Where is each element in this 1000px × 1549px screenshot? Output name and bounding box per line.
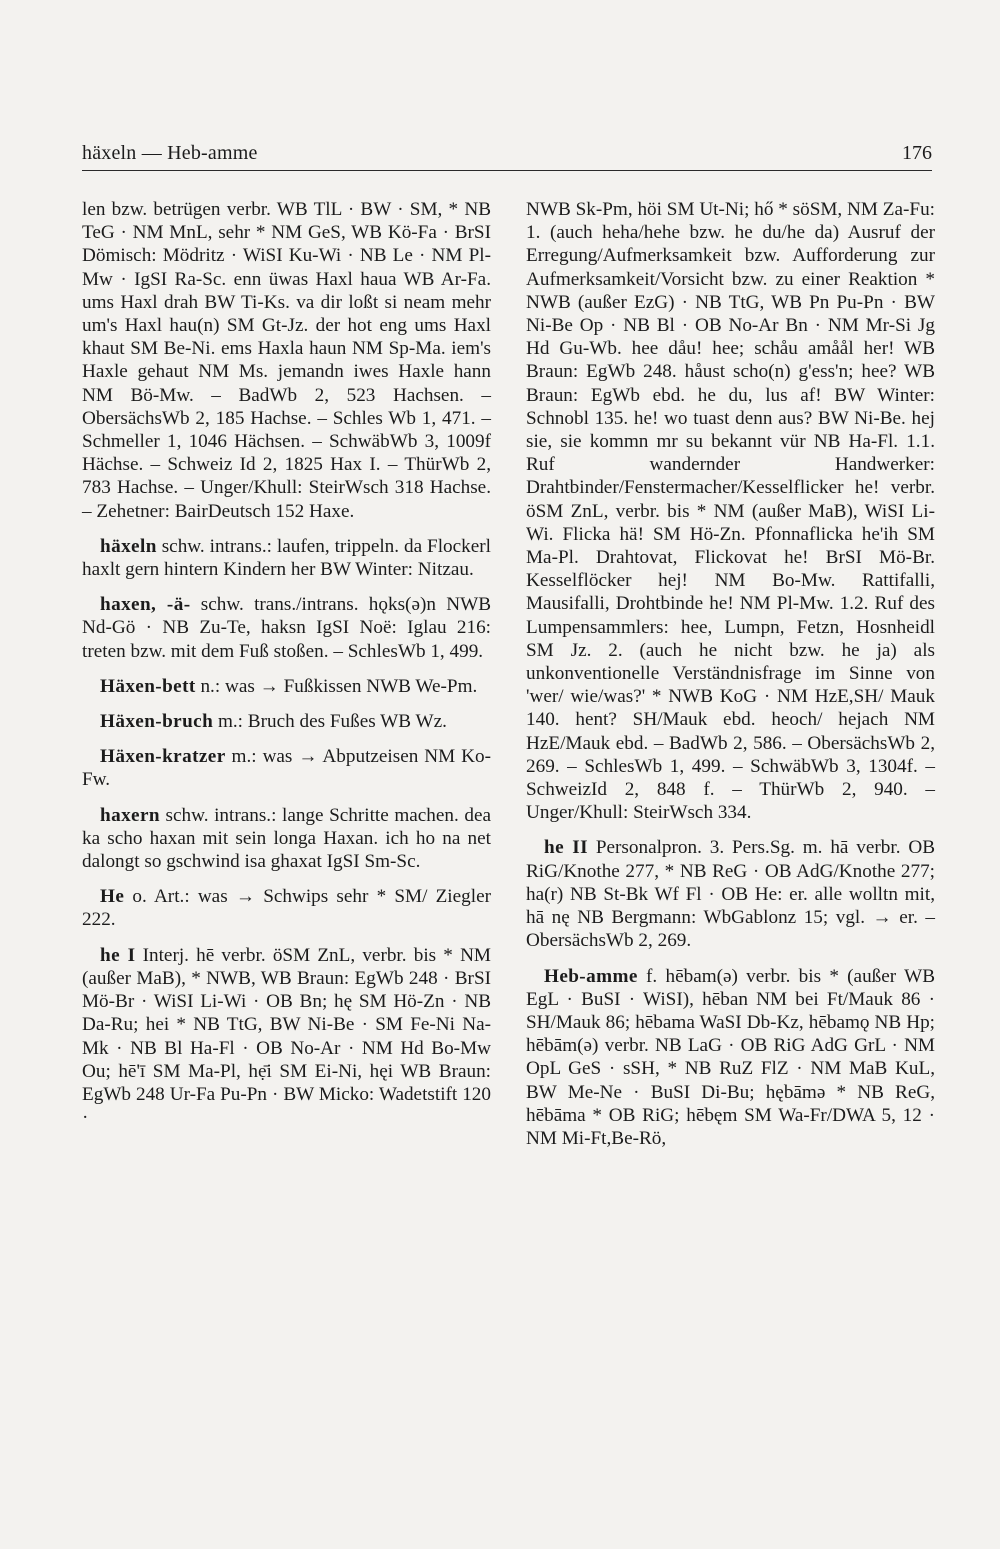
entry-continuation — [526, 198, 935, 824]
dictionary-entry — [82, 745, 491, 791]
entry-text: schw. intrans.: lange Schritte machen. dea ka scho haxan mit sein longa Haxan. ich ho na net dalongt so gschwind isa ghaxat IgSI Sm-Sc. — [82, 804, 491, 873]
entry-lemma: He — [100, 886, 125, 908]
entry-text: schw. intrans.: laufen, trippeln. da Flockerl haxlt gern hintern Kindern her BW Winter: Nitzau. — [82, 535, 491, 581]
entry-text: o. Art.: was → Schwips sehr * SM/ Ziegler 222. — [82, 886, 491, 931]
entry-lemma: he II — [544, 837, 588, 859]
dictionary-entry — [82, 535, 491, 581]
entry-text: f. hēbam(ə) verbr. bis * (außer WB EgL · BuSI · WiSI), hēban NM bei Ft/Mauk 86 · SH/Mauk 86; hēbama WaSI Db-Kz, hēbamǫ NB Hp; hēbām(ə) verbr. NB LaG · OB RiG AdG GrL · NM OpL GeS · sSH, * NB RuZ FlZ · NM MaB KuL, BW Me-Ne · BuSI Di-Bu; hębāmə * NB ReG, hēbāma * OB RiG; hēbęm SM Wa-Fr/DWA 5, 12 · NM Mi-Ft,Be-Rö, — [526, 965, 935, 1149]
entry-lemma: Heb-amme — [544, 965, 638, 987]
entry-lemma: Häxen-bruch — [100, 711, 214, 733]
entry-text: m.: Bruch des Fußes WB Wz. — [213, 711, 447, 733]
running-title: häxeln — Heb-amme — [82, 142, 258, 164]
page-number: 176 — [902, 142, 932, 164]
entry-text: NWB Sk-Pm, höi SM Ut-Ni; hő * söSM, NM Za-Fu: 1. (auch heha/hehe bzw. he du/he da) Ausruf der Erregung/Aufmerksamkeit bzw. Aufforderung zur Aufmerksamkeit/Vorsicht bzw. zu einer Reaktion * NWB (außer EzG) · NB TtG, WB Pn Pu-Pn · BW Ni-Be Op · NB Bl · OB No-Ar Bn · NM Mr-Si Jg Hd Gu-Wb. hee dåu! hee; schåu amåål her! WB Braun: EgWb 248. håust scho(n) g'ess'n; hee? WB Braun: EgWb ebd. he du, lus af! BW Winter: Schnobl 135. he! wo tuast denn aus? BW Ni-Be. hej sie, sie kommn mr su bekannt vür NB Ha-Fl. 1.1. Ruf wandernder Handwerker: Drahtbinder/Fenstermacher/Kesselflicker he! verbr. öSM ZnL, verbr. bis * NM (außer MaB), WiSI Li-Wi. Flicka hä! SM Hö-Zn. Pfonnaflicka he'ih SM Ma-Pl. Drahtovat, Flickovat he! BrSI Mö-Br. Kesselflöcker hej! NM Bo-Mw. Rattifalli, Mausifalli, Drohtbinde he! NM Pl-Mw. 1.2. Ruf des Lumpensammlers: hee, Lumpn, Fetzn, Hosnheidl SM Jz. 2. (auch he nicht bzw. he ja) als unkonventionelle Verständnisfrage im Sinne von 'wer/ wie/was?' * NWB KoG · NM HzE,SH/ Mauk 140. hent? SH/Mauk ebd. heoch/ hejach NM HzE/Mauk ebd. – BadWb 2, 586. – ObersächsWb 2, 269. – SchlesWb 1, 499. – SchwäbWb 3, 1304f. – SchweizId 2, 848 f. – ThürWb 2, 940. – Unger/Khull: SteirWsch 334. — [526, 199, 935, 824]
dictionary-entry — [82, 944, 491, 1130]
left-column — [82, 198, 491, 1129]
dictionary-entry — [82, 675, 491, 698]
dictionary-entry — [526, 965, 935, 1151]
entry-text: schw. trans./intrans. hǫks(ə)n NWB Nd-Gö · NB Zu-Te, haksn IgSI Noë: Iglau 216: treten bzw. mit dem Fuß stoßen. – SchlesWb 1, 499. — [82, 594, 491, 662]
dictionary-entry — [82, 593, 491, 663]
entry-text: n.: was → Fußkissen NWB We-Pm. — [195, 675, 478, 697]
entry-lemma: he I — [100, 944, 136, 966]
dictionary-entry — [82, 885, 491, 931]
entry-text: len bzw. betrügen verbr. WB TlL · BW · SM, * NB TeG · NM MnL, sehr * NM GeS, WB Kö-Fa · BrSI Dömisch: Mödritz · WiSI Ku-Wi · NB Le · NM Pl-Mw · IgSI Ra-Sc. enn üwas Haxl haua WB Ar-Fa. ums Haxl drah BW Ti-Ks. va dir loßt si neam mehr um's Haxl hau(n) SM Gt-Jz. der hot eng ums Haxl khaut SM Be-Ni. ems Haxla haun NM Sp-Ma. iem's Haxle gehaut NM Ms. jemandn iwes Haxle hann NM Bö-Mw. – BadWb 2, 523 Hachsen. – ObersächsWb 2, 185 Hachse. – Schles Wb 1, 471. – Schmeller 1, 1046 Hächsen. – SchwäbWb 3, 1009f Hächse. – Schweiz Id 2, 1825 Hax I. – ThürWb 2, 783 Hachse. – Unger/Khull: SteirWsch 318 Hachse. – Zehetner: BairDeutsch 152 Haxe. — [82, 199, 491, 522]
running-header — [82, 142, 932, 171]
entry-text: Personalpron. 3. Pers.Sg. m. hā verbr. OB RiG/Knothe 277, * NB ReG · OB AdG/Knothe 277; ha(r) NB St-Bk Wf Fl · OB He: er. alle wolltn mit, hā nę NB Bergmann: WbGablonz 15; vgl. → er. – ObersächsWb 2, 269. — [526, 837, 936, 952]
dictionary-entry — [526, 836, 935, 952]
right-column — [526, 198, 935, 1150]
entry-lemma: häxeln — [100, 535, 157, 557]
entry-lemma: haxern — [100, 804, 160, 826]
entry-text: m.: was → Abputzeisen NM Ko-Fw. — [82, 746, 491, 791]
entry-text: Interj. hē verbr. öSM ZnL, verbr. bis * NM (außer MaB), * NWB, WB Braun: EgWb 248 · BrSI Mö-Br · WiSI Li-Wi · OB Bn; hę SM Hö-Zn · NB Da-Ru; hei * NB TtG, BW Ni-Be · SM Fe-Ni Na-Mk · NB Bl Ha-Fl · OB No-Ar · NM Hd Bo-Mw Ou; hē'ī SM Ma-Pl, hẹ̄i SM Ei-Ni, hęi WB Braun: EgWb 248 Ur-Fa Pu-Pn · BW Micko: Wadetstift 120 · — [82, 944, 491, 1129]
entry-lemma: Häxen-kratzer — [100, 746, 226, 768]
entry-lemma: haxen, -ä- — [100, 594, 191, 616]
entry-continuation — [82, 198, 491, 523]
dictionary-entry — [82, 710, 491, 733]
entry-lemma: Häxen-bett — [100, 675, 196, 697]
dictionary-entry — [82, 804, 491, 874]
